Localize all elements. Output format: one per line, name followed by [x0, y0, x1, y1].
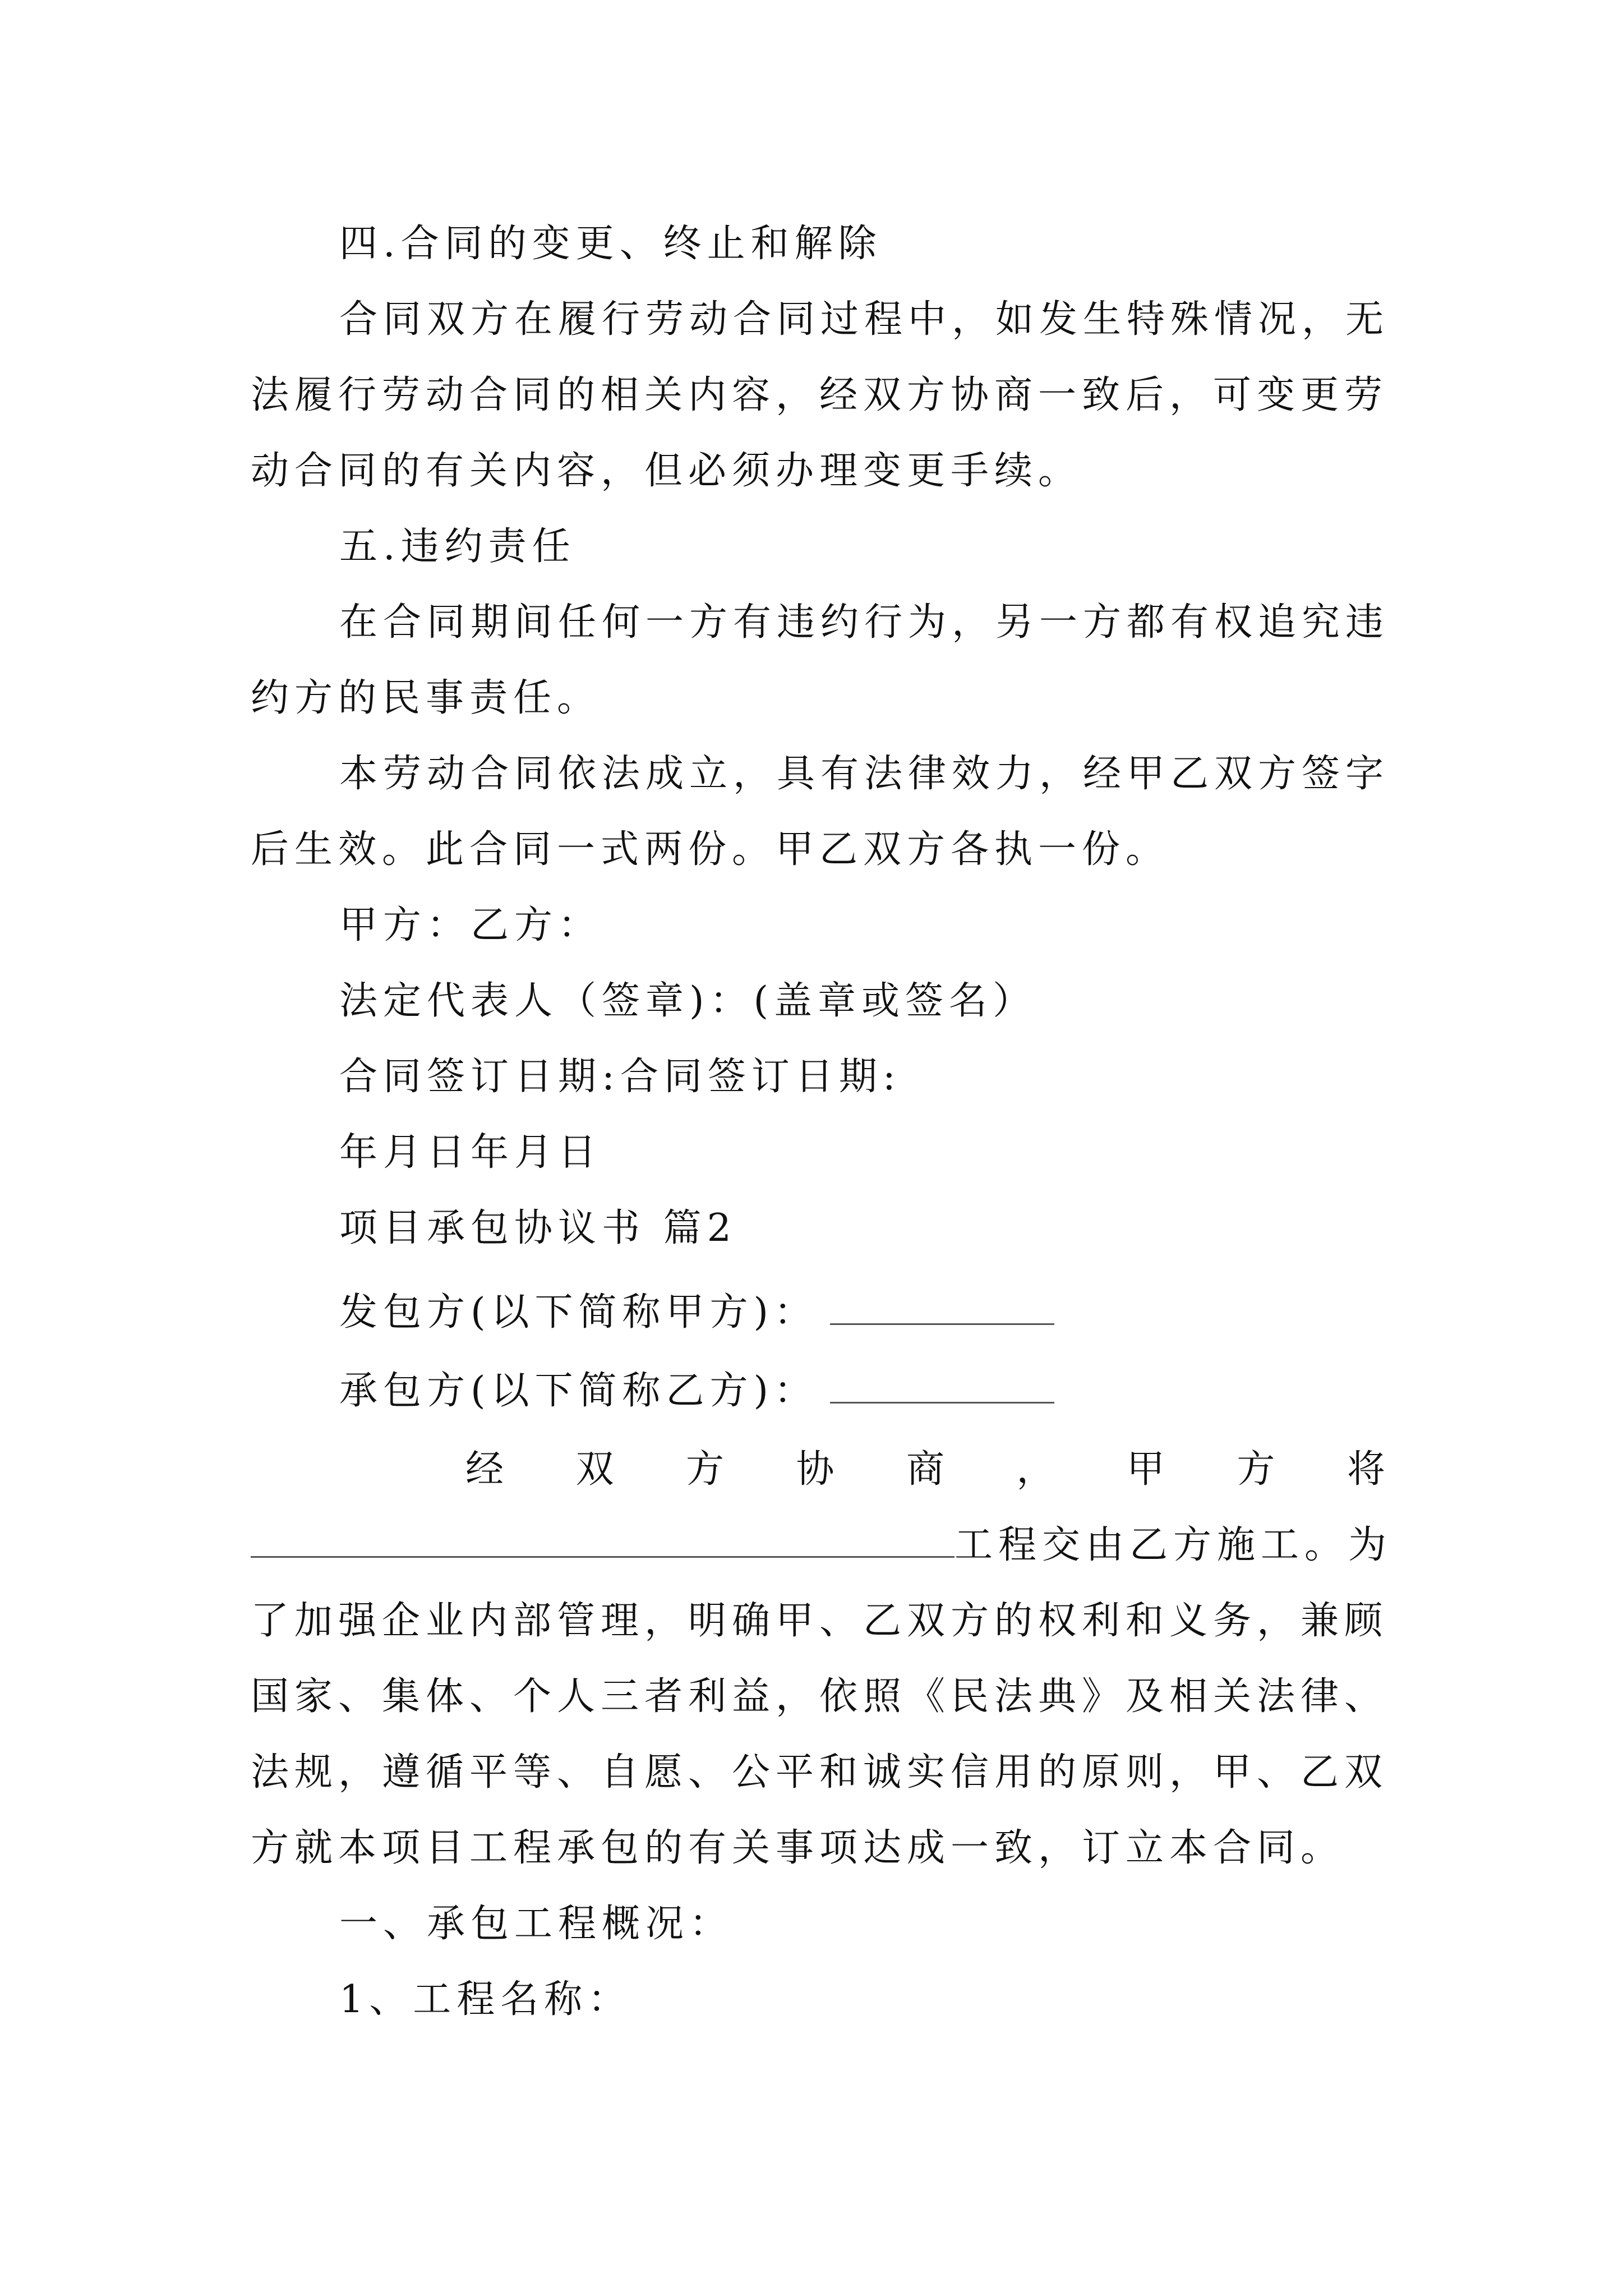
paragraph-line: 后生效。此合同一式两份。甲乙双方各执一份。 — [251, 827, 1170, 872]
paragraph-line: 在合同期间任何一方有违约行为，另一方都有权追究违 — [339, 600, 1390, 645]
signature-parties-line: 甲方：乙方： — [339, 903, 602, 947]
spread-char: 方 — [1237, 1447, 1275, 1492]
spread-char: 经 — [465, 1447, 504, 1492]
paragraph-line: 动合同的有关内容，但必须办理变更手续。 — [251, 449, 1082, 493]
document-section-title: 项目承包协议书 篇2 — [339, 1206, 737, 1250]
justified-text-line — [465, 1442, 1385, 1498]
contractor-field-line — [339, 1363, 1054, 1419]
paragraph-line: 法履行劳动合同的相关内容，经双方协商一致后，可变更劳 — [251, 373, 1389, 417]
spread-char: 商 — [906, 1447, 944, 1492]
spread-char: 协 — [796, 1447, 834, 1492]
spread-char: 方 — [685, 1447, 724, 1492]
section-heading-breach-liability: 五.违约责任 — [339, 524, 576, 569]
spread-char: ， — [1016, 1447, 1055, 1492]
spread-char: 将 — [1347, 1447, 1385, 1492]
paragraph-line: 方就本项目工程承包的有关事项达成一致，订立本合同。 — [251, 1826, 1345, 1870]
paragraph-line: 工程交由乙方施工。为 — [955, 1523, 1393, 1567]
paragraph-line: 国家、集体、个人三者利益，依照《民法典》及相关法律、 — [251, 1674, 1389, 1719]
employer-field-line — [339, 1285, 1054, 1341]
contractor-field-label: 承包方(以下简称乙方)： — [339, 1369, 818, 1413]
signing-date-line: 合同签订日期:合同签订日期: — [339, 1055, 901, 1099]
employer-fill-blank — [830, 1286, 1054, 1325]
project-name-item: 1、工程名称： — [339, 1977, 632, 2022]
paragraph-line: 了加强企业内部管理，明确甲、乙双方的权利和义务，兼顾 — [251, 1599, 1389, 1643]
project-name-fill-blank — [251, 1519, 955, 1558]
section-heading-project-overview: 一、承包工程概况： — [339, 1902, 734, 1946]
section-heading-contract-change: 四.合同的变更、终止和解除 — [339, 222, 882, 266]
paragraph-line: 约方的民事责任。 — [251, 676, 601, 720]
legal-representative-line: 法定代表人（签章)：(盖章或签名） — [339, 979, 1037, 1023]
date-placeholder-line: 年月日年月日 — [339, 1130, 602, 1175]
project-blank-line — [251, 1517, 1392, 1573]
paragraph-line: 本劳动合同依法成立，具有法律效力，经甲乙双方签字 — [339, 752, 1390, 796]
spread-char: 甲 — [1126, 1447, 1165, 1492]
paragraph-line: 合同双方在履行劳动合同过程中，如发生特殊情况，无 — [339, 297, 1390, 342]
employer-field-label: 发包方(以下简称甲方)： — [339, 1290, 818, 1335]
paragraph-line: 法规，遵循平等、自愿、公平和诚实信用的原则，甲、乙双 — [251, 1750, 1389, 1795]
spread-char: 双 — [575, 1447, 614, 1492]
contractor-fill-blank — [830, 1365, 1054, 1404]
